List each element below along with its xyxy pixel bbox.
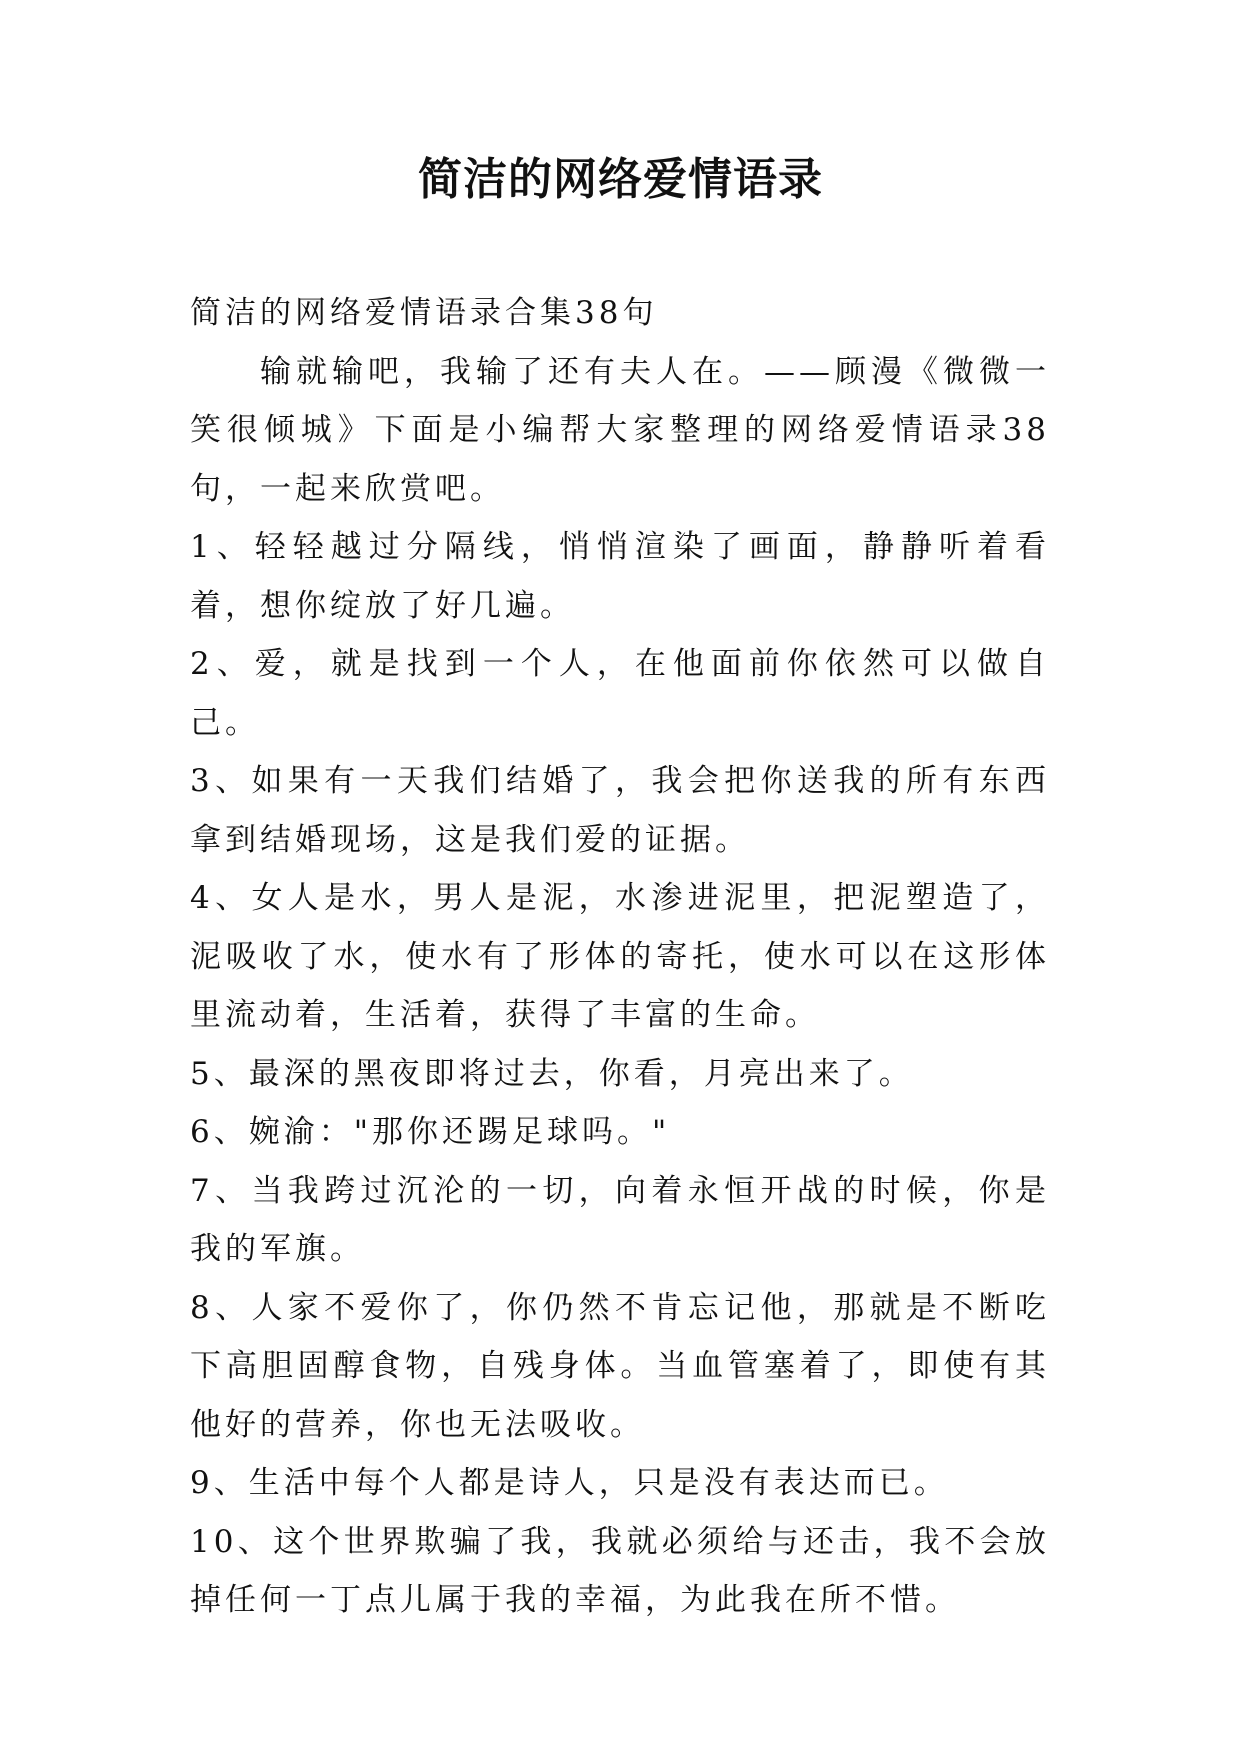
paragraph-quote-5: 5、最深的黑夜即将过去，你看，月亮出来了。 (190, 1055, 914, 1092)
paragraph-quote-1: 1、轻轻越过分隔线，悄悄渲染了画面，静静听着看着，想你绽放了好几遍。 (190, 529, 1050, 624)
paragraph-quote-4: 4、女人是水，男人是泥，水渗进泥里，把泥塑造了，泥吸收了水，使水有了形体的寄托，使水可以在这形体里流动着，生活着，获得了丰富的生命。 (190, 880, 1050, 1033)
paragraph-quote-10: 10、这个世界欺骗了我，我就必须给与还击，我不会放掉任何一丁点儿属于我的幸福，为此我在所不惜。 (190, 1523, 1050, 1618)
paragraph-intro: 输就输吧，我输了还有夫人在。——顾漫《微微一笑很倾城》下面是小编帮大家整理的网络爱情语录38句，一起来欣赏吧。 (190, 353, 1050, 507)
paragraph-quote-2: 2、爱，就是找到一个人，在他面前你依然可以做自己。 (190, 646, 1050, 741)
document-body (190, 284, 1050, 1630)
paragraph-quote-3: 3、如果有一天我们结婚了，我会把你送我的所有东西拿到结婚现场，这是我们爱的证据。 (190, 763, 1050, 858)
paragraph-quote-9: 9、生活中每个人都是诗人，只是没有表达而已。 (190, 1465, 949, 1501)
paragraph-subtitle: 简洁的网络爱情语录合集38句 (190, 295, 658, 331)
paragraph-quote-8: 8、人家不爱你了，你仍然不肯忘记他，那就是不断吃下高胆固醇食物，自残身体。当血管塞着了，即使有其他好的营养，你也无法吸收。 (190, 1289, 1050, 1443)
paragraph-quote-6: 6、婉渝："那你还踢足球吗。" (190, 1114, 671, 1150)
paragraph-quote-7: 7、当我跨过沉沦的一切，向着永恒开战的时候，你是我的军旗。 (190, 1172, 1050, 1267)
document-title: 简洁的网络爱情语录 (418, 154, 823, 205)
